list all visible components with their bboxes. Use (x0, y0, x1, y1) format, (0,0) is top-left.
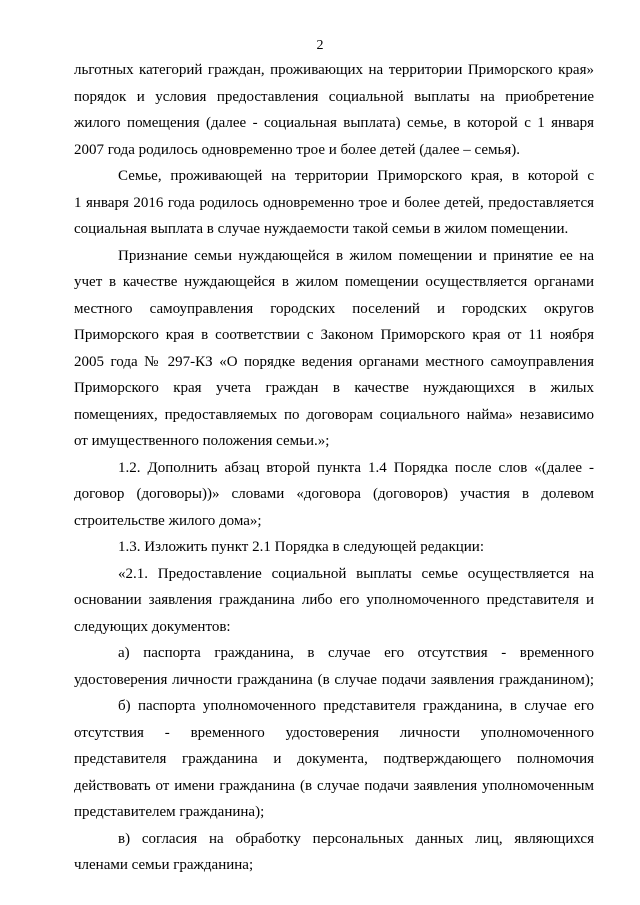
text-line: представителем гражданина); (74, 804, 265, 820)
text-line: отсутствия - временного удостоверения личности уполномоченного (74, 724, 594, 741)
text-line: Семье, проживающей на территории Приморского края, в которой с (118, 168, 594, 184)
text-line: социальная выплата в случае нуждаемости такой семьи в жилом помещении. (74, 221, 569, 237)
paragraph (74, 640, 594, 693)
text-line: следующих документов: (74, 618, 231, 635)
text-line: членами семьи гражданина; (74, 857, 254, 873)
text-line: 1.3. Изложить пункт 2.1 Порядка в следующей редакции: (118, 539, 484, 555)
text-line: льготных категорий граждан, проживающих на территории Приморского края» (74, 62, 594, 78)
text-line: в) согласия на обработку персональных данных лиц, являющихся (118, 830, 594, 847)
text-line: представителя гражданина и документа, подтверждающего полномочия (74, 751, 594, 767)
text-line: Приморского края учета граждан в качестве нуждающихся в жилых (74, 380, 594, 396)
text-line: 2007 года родилось одновременно трое и более детей (далее – семья). (74, 141, 520, 158)
paragraph (74, 534, 594, 561)
paragraph (74, 826, 594, 879)
text-line: основании заявления гражданина либо его уполномоченного представителя и (74, 592, 594, 608)
text-line: строительстве жилого дома»; (74, 512, 262, 529)
page-number: 2 (316, 38, 324, 53)
paragraph (74, 455, 594, 535)
document-body (74, 57, 594, 879)
text-line: 1.2. Дополнить абзац второй пункта 1.4 Порядка после слов «(далее - (118, 459, 594, 476)
paragraph (74, 163, 594, 243)
text-line: Приморского края в соответствии с Законом Приморского края от 11 ноября (74, 327, 594, 343)
text-line: 2005 года № 297-КЗ «О порядке ведения органами местного самоуправления (74, 353, 594, 370)
paragraph (74, 561, 594, 641)
text-line: «2.1. Предоставление социальной выплаты семье осуществляется на (118, 565, 594, 582)
text-line: жилого помещения (далее - социальная выплата) семье, в которой с 1 января (74, 115, 594, 131)
text-line: а) паспорта гражданина, в случае его отсутствия - временного (118, 645, 594, 661)
text-line: удостоверения личности гражданина (в случае подачи заявления гражданином); (74, 671, 594, 688)
text-line: 1 января 2016 года родилось одновременно трое и более детей, предоставляется (74, 194, 594, 211)
text-line: порядок и условия предоставления социальной выплаты на приобретение (74, 88, 594, 105)
text-line: Признание семьи нуждающейся в жилом помещении и принятие ее на (118, 247, 594, 264)
text-line: учет в качестве нуждающейся в жилом помещении осуществляется органами (74, 274, 594, 290)
paragraph (74, 243, 594, 455)
text-line: договор (договоры))» словами «договора (договоров) участия в долевом (74, 486, 594, 502)
text-line: от имущественного положения семьи.»; (74, 433, 330, 449)
text-line: б) паспорта уполномоченного представителя гражданина, в случае его (118, 698, 594, 714)
text-line: помещениях, предоставляемых по договорам социального найма» независимо (74, 406, 594, 423)
text-line: действовать от имени гражданина (в случае подачи заявления уполномоченным (74, 777, 594, 794)
paragraph (74, 57, 594, 163)
paragraph (74, 693, 594, 826)
text-line: местного самоуправления городских поселений и городских округов (74, 300, 594, 317)
